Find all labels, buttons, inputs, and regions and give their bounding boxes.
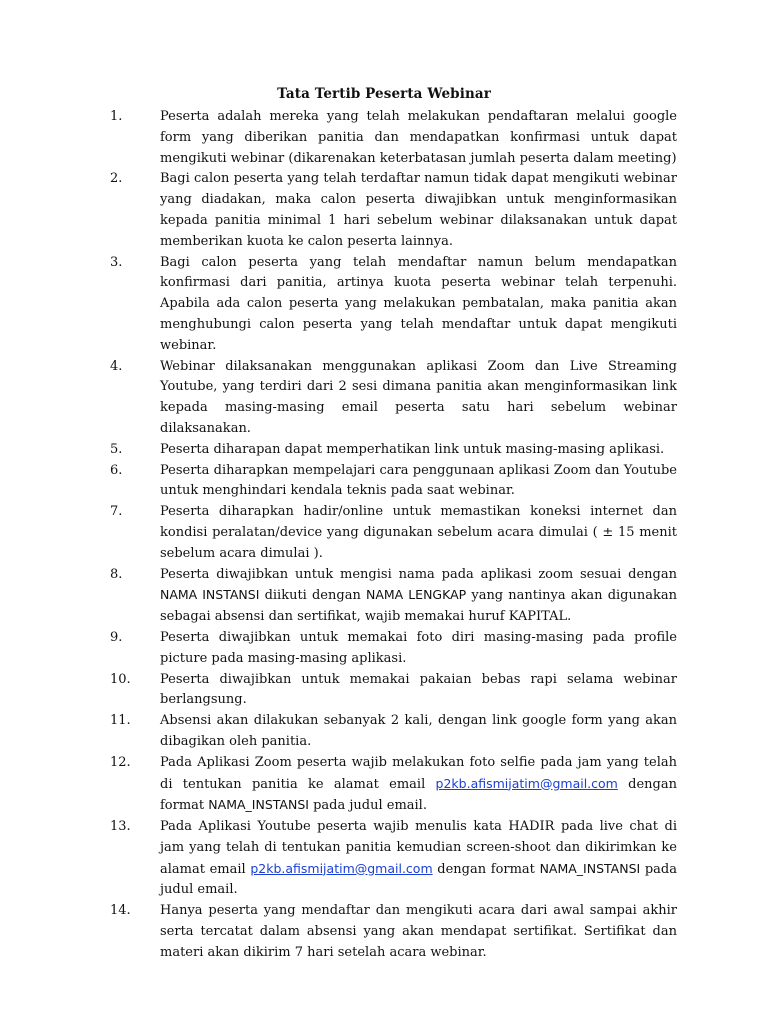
list-item	[110, 502, 677, 564]
list-item	[110, 440, 677, 461]
list-item-text: Peserta diwajibkan untuk mengisi nama pada aplikasi zoom sesuai dengan	[160, 566, 677, 582]
list-item-text: dengan format	[432, 861, 540, 877]
list-item-number: 14.	[110, 903, 131, 919]
list-item	[110, 169, 677, 252]
list-item-number: 4.	[110, 358, 123, 374]
list-item	[110, 817, 677, 901]
list-item-number: 3.	[110, 254, 123, 270]
list-item-text-caps: NAMA INSTANSI	[160, 587, 260, 603]
list-item-number: 5.	[110, 441, 123, 457]
list-item-text: Peserta diharapkan mempelajari cara penggunaan aplikasi Zoom dan Youtube untuk menghindari kendala teknis pada saat webinar.	[160, 462, 677, 499]
list-item-number: 2.	[110, 171, 123, 187]
list-item-text: dengan format	[160, 776, 677, 814]
list-item-text-caps: NAMA LENGKAP	[365, 587, 467, 603]
email-link[interactable]: p2kb.afismijatim@gmail.com	[435, 775, 618, 791]
list-item-text: Peserta diwajibkan untuk memakai foto diri masing-masing pada profile picture pada masing-masing aplikasi.	[160, 629, 677, 666]
email-link[interactable]: p2kb.afismijatim@gmail.com	[250, 860, 433, 876]
document-title: Tata Tertib Peserta Webinar	[277, 86, 491, 102]
list-item	[110, 357, 677, 440]
list-item-text: Pada Aplikasi Youtube peserta wajib menulis kata HADIR pada live chat di jam yang telah di tentukan panitia kemudian screen-shoot dan dikirimkan ke alamat email	[160, 819, 677, 877]
list-item-text-caps: NAMA_INSTANSI	[208, 797, 309, 813]
list-item	[110, 753, 677, 817]
list-item-text: Peserta diharapan dapat memperhatikan link untuk masing-masing aplikasi.	[160, 441, 665, 457]
list-item	[110, 253, 677, 357]
list-item-number: 13.	[110, 819, 131, 835]
list-item-number: 12.	[110, 754, 131, 770]
list-item-text: Absensi akan dilakukan sebanyak 2 kali, dengan link google form yang akan dibagikan oleh panitia.	[160, 713, 677, 749]
list-item-number: 6.	[110, 462, 123, 478]
list-item-text: Peserta diwajibkan untuk memakai pakaian bebas rapi selama webinar berlangsung.	[160, 671, 677, 708]
list-item	[110, 711, 677, 753]
list-item	[110, 461, 677, 503]
list-item-text: Peserta adalah mereka yang telah melakukan pendaftaran melalui google form yang diberikan panitia dan mendapatkan konfirmasi untuk dapat mengikuti webinar (dikarenakan keterbatasan jumlah peserta dalam meeting)	[160, 109, 677, 166]
list-item-text: pada judul email.	[308, 798, 427, 814]
list-item-text: diikuti dengan	[259, 588, 366, 604]
list-item	[110, 670, 677, 712]
list-item-text: Webinar dilaksanakan menggunakan aplikasi Zoom dan Live Streaming Youtube, yang terdiri dari 2 sesi dimana panitia akan menginformasikan link kepada masing-masing email peserta satu hari sebelum webinar dilaksanakan.	[160, 358, 677, 436]
list-item-number: 9.	[110, 629, 123, 645]
list-item-text: yang nantinya akan digunakan sebagai absensi dan sertifikat, wajib memakai huruf KAPITAL.	[160, 588, 677, 625]
rules-list	[110, 107, 677, 964]
list-item-text: Pada Aplikasi Zoom peserta wajib melakukan foto selfie pada jam yang telah di tentukan panitia ke alamat email	[160, 754, 677, 792]
list-item-text: Bagi calon peserta yang telah mendaftar namun belum mendapatkan konfirmasi dari panitia, artinya kuota peserta webinar telah terpenuhi. Apabila ada calon peserta yang melakukan pembatalan, maka panitia akan menghubungi calon peserta yang telah mendaftar untuk dapat mengikuti webinar.	[160, 254, 677, 353]
list-item-text: Peserta diharapkan hadir/online untuk memastikan koneksi internet dan kondisi peralatan/device yang digunakan sebelum acara dimulai ( ± 15 menit sebelum acara dimulai ).	[160, 504, 677, 561]
list-item	[110, 901, 677, 963]
list-item-text: pada judul email.	[160, 861, 678, 898]
list-item-text-caps: NAMA_INSTANSI	[539, 860, 641, 876]
list-item-number: 11.	[110, 713, 131, 729]
list-item-text: Bagi calon peserta yang telah terdaftar namun tidak dapat mengikuti webinar yang diadakan, maka calon peserta diwajibkan untuk menginformasikan kepada panitia minimal 1 hari sebelum webinar dilaksanakan untuk dapat memberikan kuota ke calon peserta lainnya.	[160, 171, 677, 249]
list-item	[110, 628, 677, 670]
list-item-number: 1.	[110, 109, 123, 124]
list-item-number: 10.	[110, 671, 131, 687]
list-item-number: 7.	[110, 504, 123, 520]
list-item	[110, 107, 677, 169]
list-item-number: 8.	[110, 566, 123, 582]
list-item-text: Hanya peserta yang mendaftar dan mengikuti acara dari awal sampai akhir serta tercatat dalam absensi yang akan mendapat sertifikat. Sertifikat dan materi akan dikirim 7 hari setelah acara webinar.	[160, 903, 677, 960]
list-item	[110, 565, 677, 628]
